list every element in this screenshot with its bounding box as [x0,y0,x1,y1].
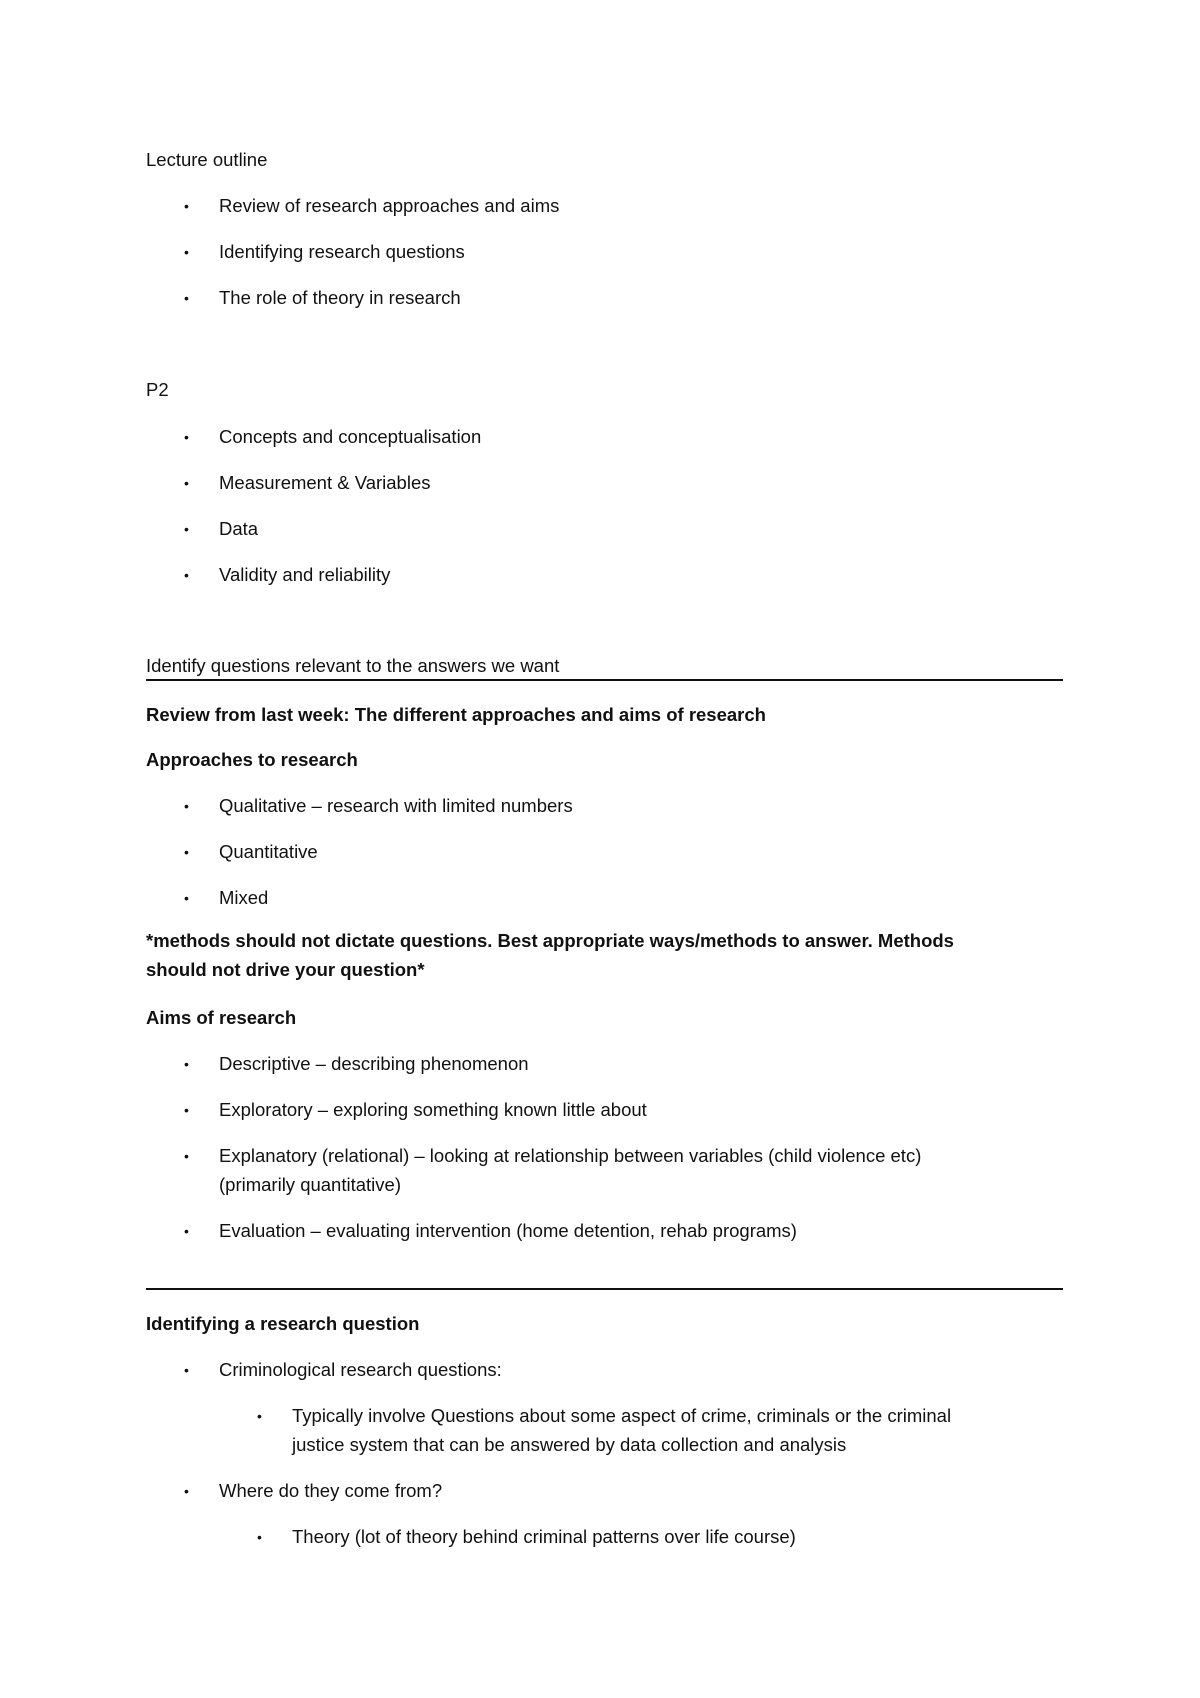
p2-item: Validity and reliability [219,564,391,585]
section-divider [146,1288,1063,1290]
bullet-icon: • [184,1056,189,1072]
bullet-icon: • [184,567,189,583]
outline-item: The role of theory in research [219,287,461,308]
approach-item: Quantitative [219,841,318,862]
approach-item: Mixed [219,887,269,908]
p2-item: Concepts and conceptualisation [219,426,482,447]
p2-item: Measurement & Variables [219,472,431,493]
approach-item: Qualitative – research with limited numbers [219,795,573,816]
review-heading: Review from last week: The different approaches and aims of research [146,704,766,725]
research-question-heading: Identifying a research question [146,1313,420,1334]
p2-heading: P2 [146,379,169,400]
bullet-icon: • [184,1483,189,1499]
bullet-icon: • [184,1362,189,1378]
bullet-icon: • [257,1529,262,1545]
section-divider [146,679,1063,681]
aims-heading: Aims of research [146,1007,297,1028]
outline-item: Review of research approaches and aims [219,195,560,216]
bullet-icon: • [184,890,189,906]
bullet-icon: • [184,1148,189,1164]
bullet-icon: • [184,198,189,214]
p2-item: Data [219,518,259,539]
aim-item: Exploratory – exploring something known little about [219,1099,647,1120]
aim-item-continuation: (primarily quantitative) [219,1174,401,1195]
research-question-item: Where do they come from? [219,1480,443,1501]
bullet-icon: • [184,290,189,306]
aim-item: Descriptive – describing phenomenon [219,1053,529,1074]
methods-note-line1: *methods should not dictate questions. Best appropriate ways/methods to answer. Methods [146,930,954,951]
bullet-icon: • [184,1223,189,1239]
bullet-icon: • [184,798,189,814]
aim-item: Explanatory (relational) – looking at relationship between variables (child violence etc) [219,1145,922,1166]
identify-heading: Identify questions relevant to the answers we want [146,655,560,676]
bullet-icon: • [184,844,189,860]
bullet-icon: • [257,1408,262,1424]
bullet-icon: • [184,521,189,537]
research-question-item: Criminological research questions: [219,1359,502,1380]
research-question-subitem: Theory (lot of theory behind criminal patterns over life course) [292,1526,796,1547]
outline-heading: Lecture outline [146,149,268,170]
research-question-subitem: Typically involve Questions about some aspect of crime, criminals or the criminal [292,1405,952,1426]
approaches-heading: Approaches to research [146,749,358,770]
research-question-subitem-continuation: justice system that can be answered by data collection and analysis [292,1434,847,1455]
bullet-icon: • [184,475,189,491]
outline-item: Identifying research questions [219,241,465,262]
methods-note-line2: should not drive your question* [146,959,425,980]
bullet-icon: • [184,429,189,445]
bullet-icon: • [184,244,189,260]
bullet-icon: • [184,1102,189,1118]
aim-item: Evaluation – evaluating intervention (home detention, rehab programs) [219,1220,797,1241]
